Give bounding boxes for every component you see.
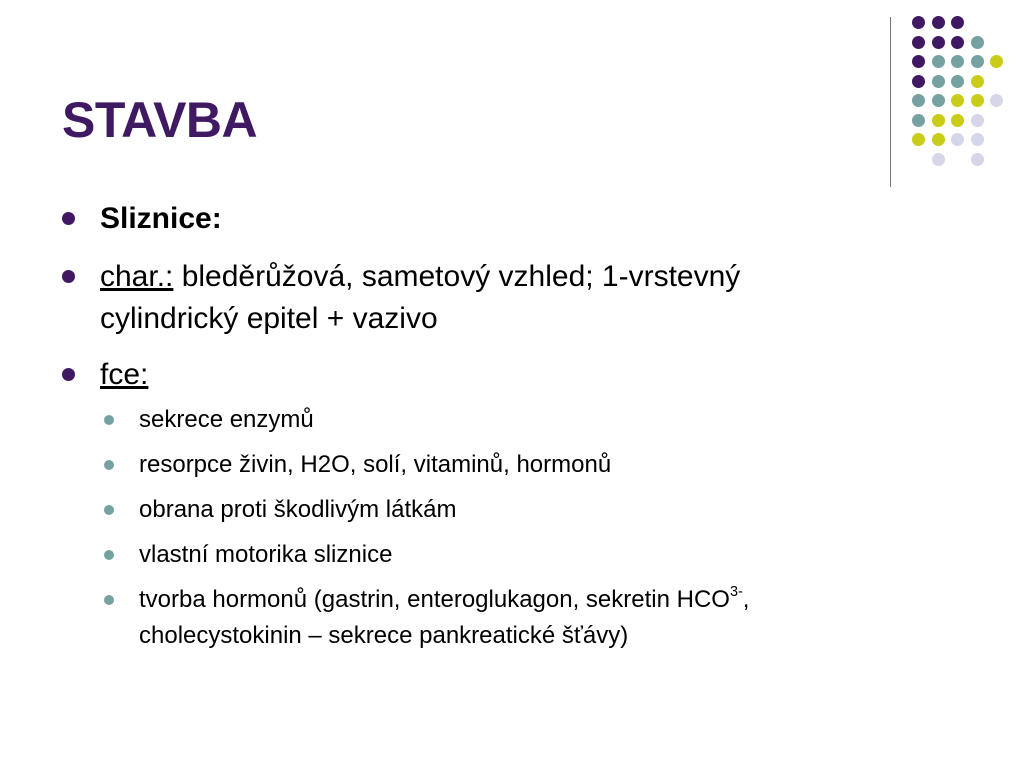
fce-item xyxy=(139,402,969,438)
decorative-dot xyxy=(951,114,964,127)
decorative-dot xyxy=(971,55,984,68)
bullet-dot xyxy=(62,368,75,381)
slide-title: STAVBA xyxy=(62,92,258,148)
fce-item xyxy=(139,537,969,573)
decorative-dot xyxy=(932,16,945,29)
decorative-dot xyxy=(912,133,925,146)
decorative-dot xyxy=(912,94,925,107)
fce-item-text: obrana proti škodlivým látkám xyxy=(139,496,457,523)
decorative-dot xyxy=(932,94,945,107)
decorative-dot xyxy=(971,94,984,107)
bullet-sliznice xyxy=(100,198,950,240)
decorative-dot xyxy=(990,94,1003,107)
sub-bullet-dot xyxy=(104,505,114,515)
decorative-dot xyxy=(951,94,964,107)
decorative-dot xyxy=(971,36,984,49)
sub-bullet-dot xyxy=(104,550,114,560)
hormones-text-b: , xyxy=(742,586,750,613)
char-text: bleděrůžová, sametový vzhled; 1-vrstevný xyxy=(173,260,741,293)
decorative-dot xyxy=(932,55,945,68)
fce-item-text: vlastní motorika sliznice xyxy=(139,541,393,568)
bullet-dot xyxy=(62,212,75,225)
decorative-dot xyxy=(912,16,925,29)
decorative-dot xyxy=(951,55,964,68)
hormones-text-c: cholecystokinin – sekrece pankreatické šťávy) xyxy=(139,622,629,649)
decorative-dot xyxy=(951,36,964,49)
hormones-text-a: tvorba hormonů (gastrin, enteroglukagon, sekretin HCO xyxy=(139,586,730,613)
decorative-dot xyxy=(951,75,964,88)
decorative-dot xyxy=(912,75,925,88)
sliznice-heading: Sliznice: xyxy=(100,202,222,235)
bullet-char xyxy=(100,256,950,340)
decorative-dot xyxy=(990,55,1003,68)
char-text-cont: cylindrický epitel + vazivo xyxy=(100,302,438,335)
sub-bullet-dot xyxy=(104,595,114,605)
decorative-dot xyxy=(971,133,984,146)
fce-label: fce: xyxy=(100,358,149,391)
hco3-superscript: 3- xyxy=(729,584,743,600)
decorative-dot xyxy=(912,36,925,49)
fce-item-hormones xyxy=(139,582,969,654)
fce-item xyxy=(139,447,969,483)
bullet-dot xyxy=(62,270,75,283)
decorative-dot xyxy=(932,133,945,146)
decorative-dot xyxy=(971,114,984,127)
decorative-dot xyxy=(932,36,945,49)
decorative-dot xyxy=(951,16,964,29)
decorative-dot xyxy=(932,75,945,88)
sub-bullet-dot xyxy=(104,460,114,470)
char-label: char.: xyxy=(100,260,174,293)
bullet-fce xyxy=(100,354,950,396)
decorative-dot xyxy=(951,133,964,146)
decorative-dot xyxy=(932,153,945,166)
decorative-dot xyxy=(971,153,984,166)
decorative-dot xyxy=(912,114,925,127)
decorative-dot xyxy=(971,75,984,88)
decorative-dot xyxy=(932,114,945,127)
fce-item-text: resorpce živin, H2O, solí, vitaminů, hormonů xyxy=(139,451,612,478)
fce-item-text: sekrece enzymů xyxy=(139,406,314,433)
decorative-dot xyxy=(912,55,925,68)
sub-bullet-dot xyxy=(104,415,114,425)
fce-item xyxy=(139,492,969,528)
